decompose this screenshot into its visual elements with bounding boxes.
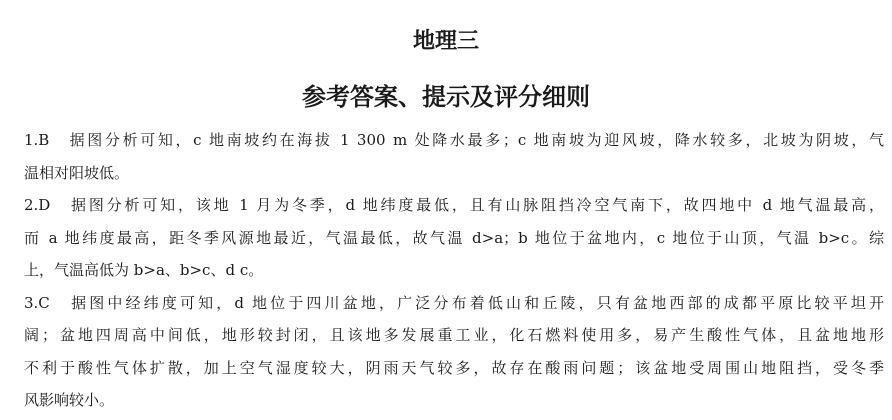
- answer-line: 不利于酸性气体扩散，加上空气湿度较大，阴雨天气较多，故存在酸雨问题；该盆地受周围山地阻挡，受冬季: [24, 358, 884, 377]
- answer-item-2: [24, 189, 884, 287]
- answer-line: 温相对阳坡低。: [24, 163, 130, 182]
- answer-list: [24, 124, 884, 417]
- answer-line: 1.B 据图分析可知，c 地南坡约在海拔 1 300 m 处降水最多；c 地南坡为迎风坡，降水较多，北坡为阴坡，气: [24, 131, 884, 149]
- answer-item-1: [24, 124, 884, 189]
- page-subtitle: 参考答案、提示及评分细则: [302, 82, 590, 111]
- answer-line: 阔；盆地四周高中间低，地形较封闭，且该地多发展重工业，化石燃料使用多，易产生酸性气体，且盆地地形: [24, 326, 884, 344]
- answer-line: 3.C 据图中经纬度可知，d 地位于四川盆地，广泛分布着低山和丘陵，只有盆地西部的成都平原比较平坦开: [24, 293, 884, 312]
- page-title: 地理三: [412, 28, 479, 54]
- answer-line: 风影响较小。: [24, 391, 115, 409]
- answer-line: 而 a 地纬度最高，距冬季风源地最近，气温最低，故气温 d>a；b 地位于盆地内，c 地位于山顶，气温 b>c。综: [24, 228, 884, 247]
- answer-item-3: [24, 287, 884, 417]
- answer-line: 上，气温高低为 b>a、b>c、d c。: [24, 261, 264, 279]
- answer-line: 2.D 据图分析可知，该地 1 月为冬季，d 地纬度最低，且有山脉阻挡冷空气南下，故四地中 d 地气温最高，: [24, 196, 884, 214]
